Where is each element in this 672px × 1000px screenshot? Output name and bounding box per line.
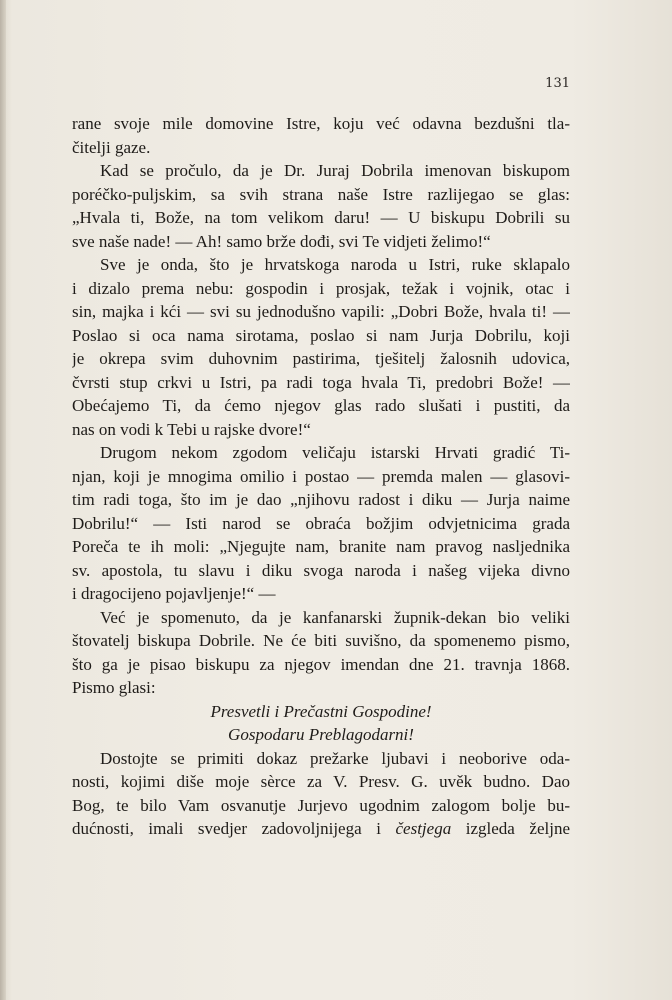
text-line: štovatelj biskupa Dobrile. Ne će biti suvišno, da spomenemo pismo, — [72, 631, 570, 650]
text-line: Bog, te bilo Vam osvanutje Jurjevo ugodnim zalogom bolje bu- — [72, 795, 570, 815]
text-line: i dizalo prema nebu: gospodin i prosjak, težak i vojnik, otac i — [72, 278, 570, 298]
page-number: 131 — [545, 76, 570, 91]
text-line: čvrsti stup crkvi u Istri, pa radi toga hvala Ti, predobri Bože! — — [72, 372, 570, 392]
text-line: „Hvala ti, Bože, na tom velikom daru! — U biskupu Dobrili su — [72, 208, 570, 227]
text-line: Dostojte se primiti dokaz prežarke ljubavi i neoborive oda- — [100, 748, 570, 768]
text-line: je okrepa svim duhovnim pastirima, tješitelj žalosnih udovica, — [72, 349, 570, 368]
text-line: Drugom nekom zgodom veličaju istarski Hrvati gradić Ti- — [100, 443, 570, 462]
text-line: i dragocijeno pojavljenje!“ — — [72, 584, 276, 603]
text-line: sin, majka i kći — svi su jednodušno vapili: „Dobri Bože, hvala ti! — — [72, 302, 570, 321]
text-line: čitelji gaze. — [72, 137, 151, 157]
salutation-line: Presvetli i Prečastni Gospodine! — [210, 701, 432, 721]
text-line: nas on vodi k Tebi u rajske dvore!“ — [72, 419, 311, 439]
text-line: Pismo glasi: — [72, 678, 156, 697]
text-fragment: dućnosti, imali svedjer zadovoljnijega i — [72, 819, 396, 838]
salutation-line: Gospodaru Preblagodarni! — [228, 725, 414, 744]
text-line: Dobrilu!“ — Isti narod se obraća božjim odvjetnicima grada — [72, 513, 570, 533]
text-fragment: izgleda željne — [451, 819, 570, 838]
text-line: Već je spomenuto, da je kanfanarski župnik-dekan bio veliki — [100, 607, 570, 627]
text-line: Poreča te ih moli: „Njegujte nam, branite nam pravog nasljednika — [72, 537, 570, 556]
text-line: nosti, kojimi diše moje sèrce za V. Presv. G. uvěk budno. Dao — [72, 772, 570, 791]
text-line: tim radi toga, što im je dao „njihovu radost i diku — Jurja naime — [72, 490, 570, 509]
text-line: što ga je pisao biskupu za njegov imendan dne 21. travnja 1868. — [72, 654, 570, 674]
text-line: njan, koji je mnogima omilio i postao — premda malen — glasovi- — [72, 466, 570, 486]
page-spine-shadow — [0, 0, 6, 1000]
text-line: sv. apostola, tu slavu i diku svoga naroda i našeg vijeka divno — [72, 560, 570, 580]
text-line: rane svoje mile domovine Istre, koju već odavna bezdušni tla- — [72, 114, 570, 133]
text-line: Kad se pročulo, da je Dr. Juraj Dobrila imenovan biskupom — [100, 161, 570, 180]
text-line: poréčko-puljskim, sa svih strana naše Istre razlijegao se glas: — [72, 184, 570, 204]
text-line: sve naše nade! — Ah! samo brže dođi, svi Te vidjeti želimo!“ — [72, 231, 491, 251]
text-line: Sve je onda, što je hrvatskoga naroda u Istri, ruke sklapalo — [100, 255, 570, 274]
emphasized-word: čestjega — [395, 819, 452, 838]
text-line: Poslao si oca nama sirotama, poslao si nam Jurja Dobrilu, koji — [72, 325, 570, 345]
text-line — [72, 817, 570, 841]
body-text — [72, 112, 570, 841]
text-line: Obećajemo Ti, da ćemo njegov glas rado slušati i pustiti, da — [72, 396, 570, 415]
